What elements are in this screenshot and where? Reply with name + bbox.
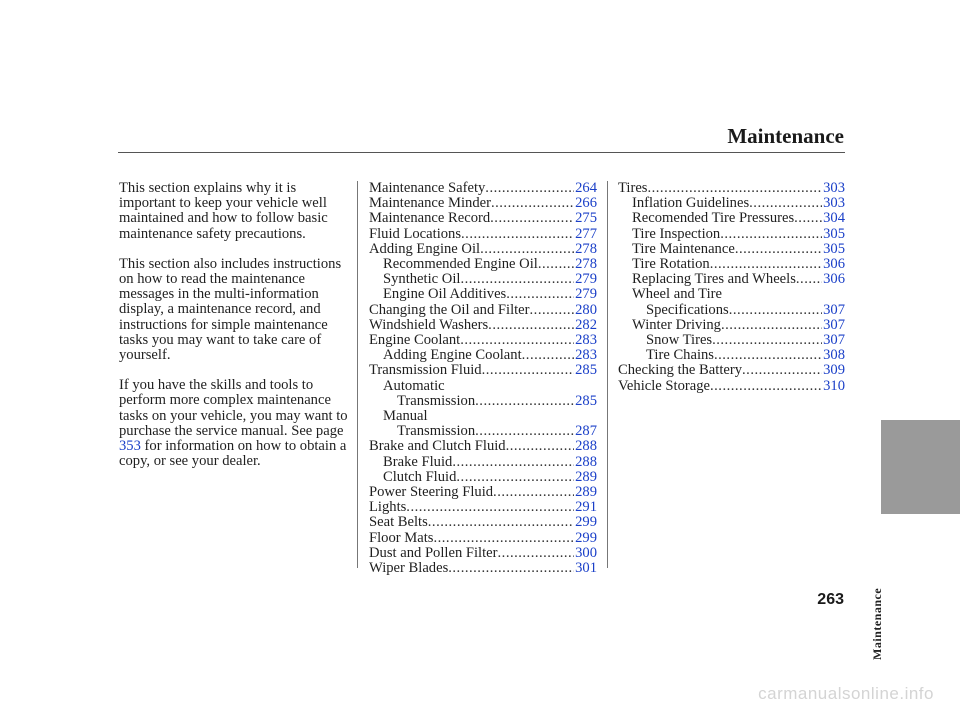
toc-entry-label: Transmission Fluid bbox=[369, 362, 482, 379]
intro-paragraph-3 bbox=[119, 378, 355, 469]
toc-entry[interactable] bbox=[369, 485, 597, 500]
toc-entry[interactable] bbox=[369, 424, 597, 439]
toc-page-link[interactable]: 277 bbox=[575, 225, 597, 242]
toc-page-link[interactable]: 305 bbox=[823, 225, 845, 242]
toc-leader-dots bbox=[490, 211, 574, 226]
toc-page-link[interactable]: 309 bbox=[823, 362, 845, 379]
toc-entry[interactable] bbox=[618, 242, 845, 257]
toc-page-link[interactable]: 266 bbox=[575, 195, 597, 212]
toc-entry[interactable] bbox=[618, 379, 845, 394]
toc-leader-dots bbox=[456, 470, 574, 485]
toc-leader-dots bbox=[475, 424, 574, 439]
section-tab bbox=[881, 420, 960, 514]
toc-entry-label: Inflation Guidelines bbox=[632, 195, 750, 212]
toc-page-link[interactable]: 306 bbox=[823, 271, 845, 288]
toc-entry-label: Checking the Battery bbox=[618, 362, 743, 379]
section-tab-label: Maintenance bbox=[870, 587, 884, 660]
toc-page-link[interactable]: 308 bbox=[823, 347, 845, 364]
toc-leader-dots bbox=[710, 379, 822, 394]
toc-entry-label: Power Steering Fluid bbox=[369, 484, 494, 501]
toc-leader-dots bbox=[714, 348, 822, 363]
toc-entry[interactable] bbox=[369, 272, 597, 287]
toc-entry-label: Maintenance Record bbox=[369, 210, 491, 227]
toc-entry-label: Snow Tires bbox=[646, 332, 713, 349]
toc-leader-dots bbox=[796, 272, 822, 287]
toc-entry-label: Wiper Blades bbox=[369, 560, 449, 577]
title-rule bbox=[118, 152, 845, 153]
toc-entry-label: Adding Engine Coolant bbox=[383, 347, 522, 364]
toc-entry-label: Tires bbox=[618, 180, 648, 196]
toc-page-link[interactable]: 279 bbox=[575, 286, 597, 303]
toc-entry-heading: Wheel and Tire bbox=[632, 286, 722, 303]
toc-leader-dots bbox=[729, 303, 822, 318]
toc-page-link[interactable]: 303 bbox=[823, 195, 845, 212]
toc-entry[interactable] bbox=[369, 455, 597, 470]
intro-paragraph-3-text-a: If you have the skills and tools to perform more complex maintenance tasks on your vehicle, you may want to purchase the service manual. See page bbox=[119, 377, 348, 439]
toc-leader-dots bbox=[530, 303, 575, 318]
toc-leader-dots bbox=[433, 531, 574, 546]
toc-entry-label: Maintenance Minder bbox=[369, 195, 491, 212]
toc-page-link[interactable]: 307 bbox=[823, 301, 845, 318]
toc-entry[interactable] bbox=[369, 515, 597, 530]
toc-page-link[interactable]: 305 bbox=[823, 240, 845, 257]
toc-leader-dots bbox=[721, 318, 822, 333]
toc-leader-dots bbox=[506, 287, 574, 302]
toc-leader-dots bbox=[482, 363, 575, 378]
toc-leader-dots bbox=[428, 515, 574, 530]
toc-page-link[interactable]: 282 bbox=[575, 316, 597, 333]
toc-entry-label: Recomended Tire Pressures bbox=[632, 210, 795, 227]
toc-entry[interactable] bbox=[369, 227, 597, 242]
toc-page-link[interactable]: 288 bbox=[575, 438, 597, 455]
toc-entry[interactable] bbox=[369, 500, 597, 515]
footer-watermark bbox=[0, 684, 960, 714]
toc-page-link[interactable]: 287 bbox=[575, 423, 597, 440]
toc-leader-dots bbox=[720, 227, 822, 242]
page-number: 263 bbox=[817, 591, 844, 608]
toc-leader-dots bbox=[506, 439, 575, 454]
toc-entry[interactable] bbox=[369, 546, 597, 561]
toc-entry-label: Dust and Pollen Filter bbox=[369, 544, 498, 561]
toc-entry-label: Vehicle Storage bbox=[618, 377, 710, 394]
toc-entry-label: Brake Fluid bbox=[383, 453, 453, 470]
toc-leader-dots bbox=[480, 242, 574, 257]
toc-page-link[interactable]: 303 bbox=[823, 180, 845, 196]
toc-entry-label: Replacing Tires and Wheels bbox=[632, 271, 796, 288]
toc-page-link[interactable]: 264 bbox=[575, 180, 597, 196]
toc-leader-dots bbox=[406, 500, 574, 515]
toc-entry-label: Tire Chains bbox=[646, 347, 714, 364]
toc-leader-dots bbox=[461, 227, 574, 242]
toc-page-link[interactable]: 283 bbox=[575, 332, 597, 349]
toc-leader-dots bbox=[488, 318, 574, 333]
toc-page-link[interactable]: 280 bbox=[575, 301, 597, 318]
toc-entry[interactable] bbox=[618, 257, 845, 272]
toc-entry-label: Winter Driving bbox=[632, 316, 721, 333]
toc-page-link[interactable]: 278 bbox=[575, 240, 597, 257]
toc-entry-label: Maintenance Safety bbox=[369, 180, 486, 196]
toc-entry-label: Tire Rotation bbox=[632, 256, 710, 273]
toc-entry-label: Tire Inspection bbox=[632, 225, 721, 242]
toc-leader-dots bbox=[493, 485, 574, 500]
column-divider-right bbox=[607, 181, 608, 568]
toc-entry[interactable] bbox=[618, 227, 845, 242]
toc-entry[interactable] bbox=[369, 531, 597, 546]
toc-leader-dots bbox=[498, 546, 575, 561]
toc-entry-heading: Automatic bbox=[383, 377, 445, 394]
toc-entry-label: Windshield Washers bbox=[369, 316, 489, 333]
toc-entry-label: Recommended Engine Oil bbox=[383, 256, 538, 273]
toc-entry-label: Transmission bbox=[397, 392, 476, 409]
intro-paragraph-2: This section also includes instructions on how to read the maintenance messages in the multi-information display, a maintenance record, and instructions for simple maintenance tasks you may want to take care of yourself. bbox=[119, 255, 342, 364]
toc-leader-dots bbox=[522, 348, 574, 363]
toc-leader-dots bbox=[538, 257, 574, 272]
toc-entry[interactable] bbox=[369, 257, 597, 272]
toc-entry[interactable] bbox=[369, 303, 597, 318]
toc-entry[interactable] bbox=[618, 211, 845, 226]
toc-entry[interactable] bbox=[369, 181, 597, 196]
toc-leader-dots bbox=[749, 196, 822, 211]
toc-entry-label: Adding Engine Oil bbox=[369, 240, 481, 257]
toc-leader-dots bbox=[460, 272, 574, 287]
toc-entry-label: Engine Coolant bbox=[369, 332, 461, 349]
toc-page-link[interactable]: 283 bbox=[575, 347, 597, 364]
toc-entry[interactable] bbox=[618, 318, 845, 333]
toc-page-link[interactable]: 289 bbox=[575, 484, 597, 501]
toc-page-link[interactable]: 289 bbox=[575, 468, 597, 485]
toc-leader-dots bbox=[475, 394, 574, 409]
toc-entry[interactable] bbox=[618, 303, 845, 318]
toc-entry-label: Changing the Oil and Filter bbox=[369, 301, 530, 318]
intro-paragraph-3-text-b: for information on how to obtain a copy, or see your dealer. bbox=[119, 438, 347, 470]
toc-page-link[interactable]: 299 bbox=[575, 514, 597, 531]
toc-page-link[interactable]: 278 bbox=[575, 256, 597, 273]
toc-entry-label: Synthetic Oil bbox=[383, 271, 461, 288]
toc-entry-label: Seat Belts bbox=[369, 514, 428, 531]
toc-page-link[interactable]: 299 bbox=[575, 529, 597, 546]
toc-leader-dots bbox=[710, 257, 822, 272]
toc-entry[interactable] bbox=[369, 242, 597, 257]
toc-entry[interactable] bbox=[369, 394, 597, 409]
toc-page-link[interactable]: 306 bbox=[823, 256, 845, 273]
toc-leader-dots bbox=[712, 333, 822, 348]
toc-entry[interactable] bbox=[369, 363, 597, 378]
column-divider-left bbox=[357, 181, 358, 568]
toc-entry-label: Lights bbox=[369, 499, 407, 516]
toc-page-link[interactable]: 279 bbox=[575, 271, 597, 288]
intro-text bbox=[119, 181, 355, 484]
toc-leader-dots bbox=[491, 196, 574, 211]
toc-page-link[interactable]: 285 bbox=[575, 362, 597, 379]
toc-page-link[interactable]: 304 bbox=[823, 210, 845, 227]
toc-page-link[interactable]: 310 bbox=[823, 377, 845, 394]
toc-list-middle bbox=[369, 181, 597, 576]
toc-leader-dots bbox=[485, 181, 574, 196]
toc-entry-label: Tire Maintenance bbox=[632, 240, 735, 257]
toc-page-link[interactable]: 291 bbox=[575, 499, 597, 516]
toc-entry[interactable] bbox=[618, 272, 845, 287]
toc-entry[interactable] bbox=[369, 287, 597, 302]
toc-entry-label: Clutch Fluid bbox=[383, 468, 457, 485]
toc-leader-dots bbox=[448, 561, 574, 576]
toc-page-link[interactable]: 288 bbox=[575, 453, 597, 470]
toc-page-link[interactable]: 301 bbox=[575, 560, 597, 577]
toc-entry-heading: Manual bbox=[383, 408, 428, 425]
toc-page-link[interactable]: 275 bbox=[575, 210, 597, 227]
toc-page-link[interactable]: 300 bbox=[575, 544, 597, 561]
toc-entry-label: Brake and Clutch Fluid bbox=[369, 438, 506, 455]
watermark-text: carmanualsonline.info bbox=[758, 684, 934, 703]
toc-entry[interactable] bbox=[369, 333, 597, 348]
toc-leader-dots bbox=[460, 333, 574, 348]
toc-entry[interactable] bbox=[618, 181, 845, 196]
toc-entry[interactable] bbox=[618, 348, 845, 363]
toc-leader-dots bbox=[742, 363, 822, 378]
toc-entry-label: Engine Oil Additives bbox=[383, 286, 507, 303]
toc-entry-label: Floor Mats bbox=[369, 529, 434, 546]
toc-leader-dots bbox=[647, 181, 822, 196]
toc-entry[interactable] bbox=[369, 439, 597, 454]
toc-entry[interactable] bbox=[369, 211, 597, 226]
toc-entry-label: Specifications bbox=[646, 301, 729, 318]
service-manual-page-link[interactable]: 353 bbox=[119, 438, 141, 455]
toc-list-right bbox=[618, 181, 845, 394]
toc-page-link[interactable]: 307 bbox=[823, 316, 845, 333]
page-title: Maintenance bbox=[727, 124, 844, 148]
toc-entry[interactable] bbox=[618, 363, 845, 378]
toc-entry-label: Fluid Locations bbox=[369, 225, 462, 242]
toc-page-link[interactable]: 307 bbox=[823, 332, 845, 349]
toc-entry[interactable] bbox=[369, 318, 597, 333]
toc-entry[interactable] bbox=[369, 348, 597, 363]
toc-leader-dots bbox=[794, 211, 822, 226]
toc-entry-label: Transmission bbox=[397, 423, 476, 440]
toc-entry[interactable] bbox=[369, 196, 597, 211]
toc-entry[interactable] bbox=[369, 561, 597, 576]
toc-page-link[interactable]: 285 bbox=[575, 392, 597, 409]
toc-entry[interactable] bbox=[618, 196, 845, 211]
toc-entry[interactable] bbox=[618, 333, 845, 348]
toc-leader-dots bbox=[735, 242, 822, 257]
toc-entry[interactable] bbox=[369, 470, 597, 485]
intro-paragraph-1: This section explains why it is important to keep your vehicle well maintained and how to follow basic maintenance safety precautions. bbox=[119, 180, 328, 242]
toc-leader-dots bbox=[452, 455, 574, 470]
